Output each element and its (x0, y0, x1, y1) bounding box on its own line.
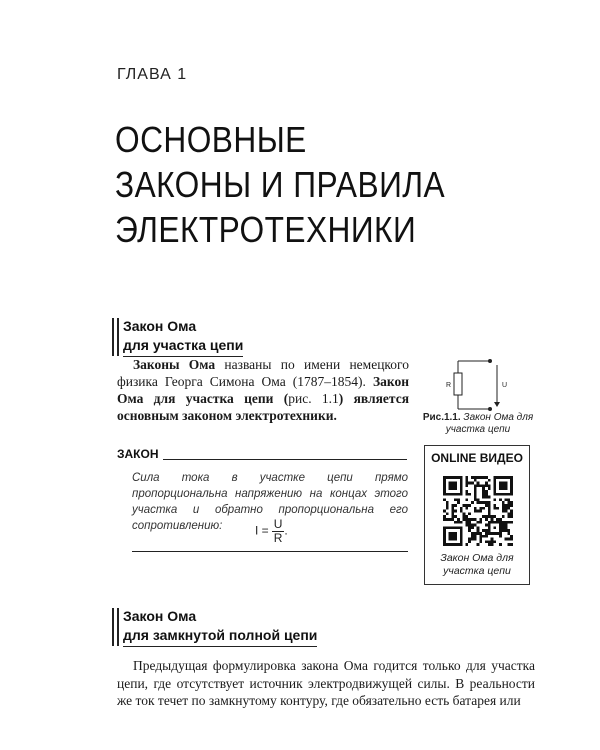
formula-denominator: R (273, 531, 283, 545)
section-heading-ohm-closed-circuit (112, 607, 317, 647)
section-heading-line: Закон Ома (123, 608, 197, 624)
body-text: названы по имени немецкого физика Георга Симона Ома (1787–1854). (117, 357, 409, 389)
video-box-title: ONLINE ВИДЕО (431, 451, 523, 465)
ohm-formula (255, 518, 288, 545)
chapter-label: ГЛАВА 1 (117, 66, 188, 83)
chapter-title-line: ОСНОВНЫЕ (115, 119, 307, 160)
figure-number: Рис.1.1. (422, 412, 461, 423)
chapter-title-line: ЗАКОНЫ И ПРАВИЛА (115, 164, 446, 205)
chapter-title-line: ЭЛЕКТРОТЕХНИКИ (115, 209, 417, 250)
section-heading-line: для замкнутой полной цепи (123, 626, 317, 647)
chapter-title (115, 117, 445, 252)
online-video-box[interactable] (424, 445, 530, 585)
bold-text: ) является основным законом электротехники. (117, 391, 409, 423)
divider (132, 551, 408, 552)
divider (163, 459, 407, 460)
figure-caption-text: Закон Ома для участка цепи (445, 412, 534, 435)
resistor-symbol (454, 373, 462, 395)
voltage-label: U (502, 382, 508, 389)
formula-numerator: U (273, 517, 283, 531)
bold-text: Законы Ома (133, 357, 216, 372)
qr-code[interactable] (443, 476, 513, 546)
bold-text: Закон Ома для участка цепи ( (117, 374, 409, 406)
law-box-title: ЗАКОН (117, 447, 159, 461)
section-heading-ohm-segment (112, 317, 243, 357)
figure-reference: рис. 1.1 (288, 391, 339, 406)
video-caption: Закон Ома для участка цепи (440, 552, 514, 577)
law-statement: Сила тока в участке цепи прямо пропорциональна напряжению на концах этого участка и обратно пропорциональна его сопротивлению: (132, 472, 408, 532)
section-heading-line: для участка цепи (123, 336, 243, 357)
formula-lhs: I = (255, 523, 269, 538)
formula-fraction (272, 517, 288, 545)
body-text: Предыдущая формулировка закона Ома годится только для участка цепи, где отсутствует источник электродвижущей силы. В реальности же ток течет по замкнутому контуру, где обязательно есть батарея или (117, 658, 535, 708)
intro-paragraph (117, 356, 409, 424)
resistor-label: R (446, 382, 452, 389)
body-paragraph (117, 657, 535, 710)
formula-end: . (284, 523, 288, 538)
voltage-arrow (494, 402, 500, 407)
section-heading-line: Закон Ома (123, 318, 197, 334)
figure-caption (418, 412, 538, 436)
